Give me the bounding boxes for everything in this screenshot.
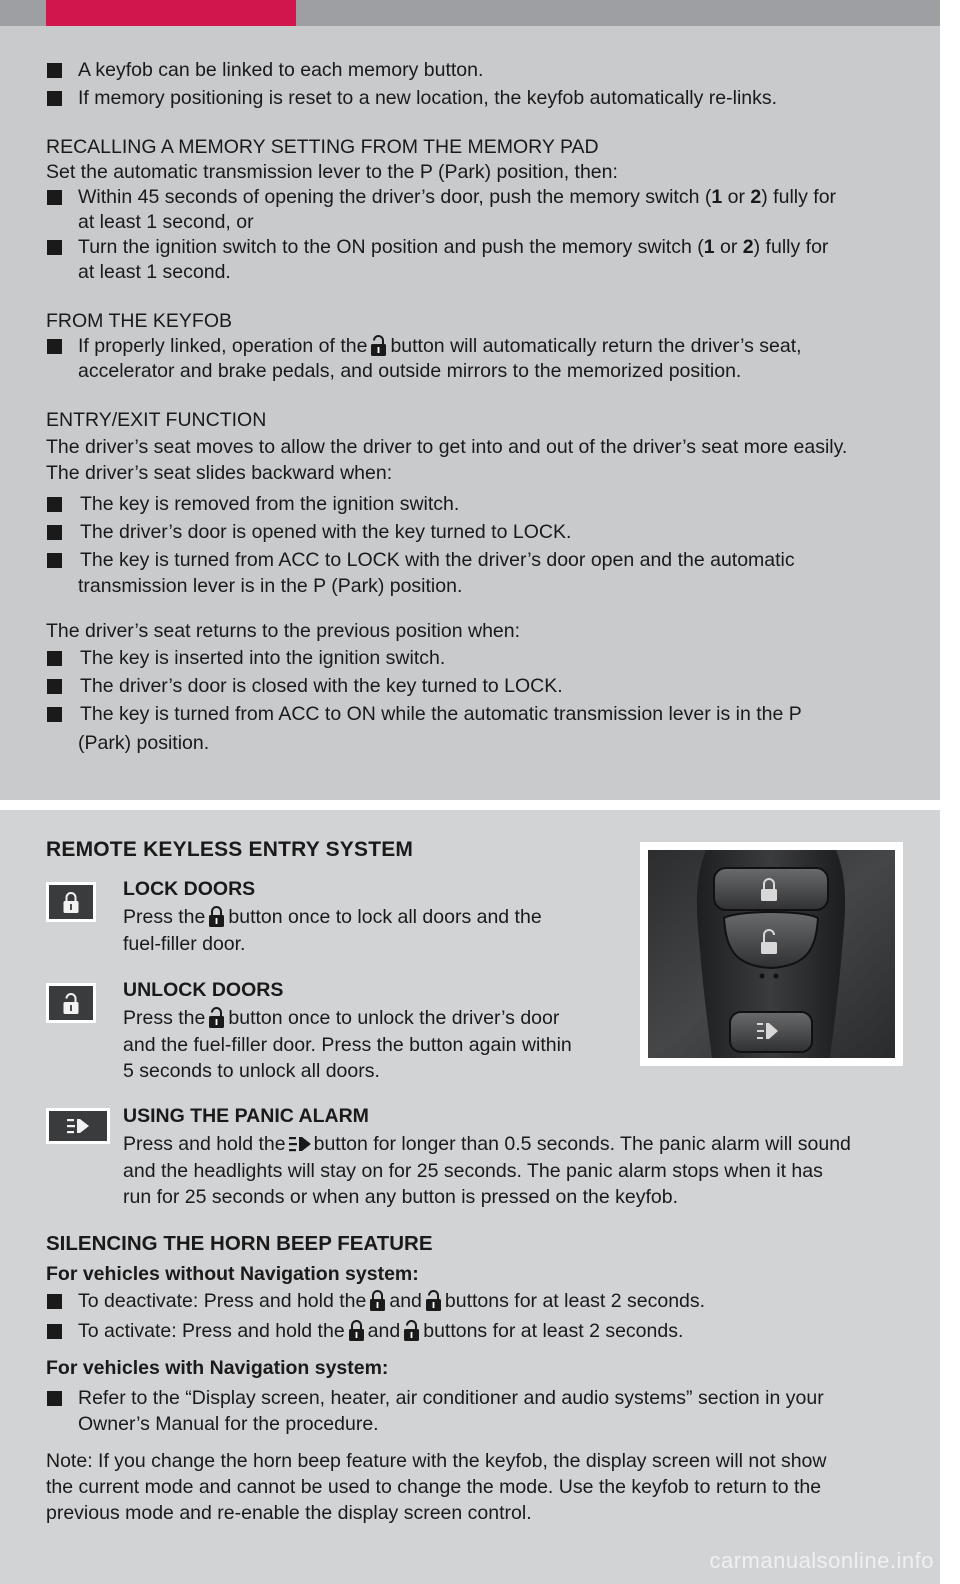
- lock-icon: [348, 1319, 365, 1341]
- bullet: [47, 190, 62, 205]
- bullet: [47, 91, 62, 106]
- unlock-icon: [370, 334, 387, 356]
- lock-icon: [46, 882, 96, 922]
- bullet: [47, 1294, 62, 1309]
- unlock-doors-line-2: and the fuel-filler door. Press the button again within: [123, 1034, 572, 1056]
- nav-bullet: Refer to the “Display screen, heater, air conditioner and audio systems” section in your: [78, 1387, 824, 1409]
- note-line-3: previous mode and re-enable the display screen control.: [46, 1502, 532, 1524]
- bullet: [47, 1391, 62, 1406]
- unlock-doors-line-3: 5 seconds to unlock all doors.: [123, 1060, 380, 1082]
- returns-bullet-2: The driver’s door is closed with the key turned to LOCK.: [80, 675, 563, 697]
- lock-button-tile: [46, 882, 96, 922]
- entry-exit-p3: The driver’s seat returns to the previous position when:: [46, 620, 521, 642]
- recall-bullet-1: Within 45 seconds of opening the driver’s door, push the memory switch (1 or 2) fully for: [78, 186, 837, 208]
- watermark: carmanualsonline.info: [709, 1548, 934, 1573]
- horn-beep-title: SILENCING THE HORN BEEP FEATURE: [46, 1232, 433, 1255]
- recall-bullet-2: Turn the ignition switch to the ON position and push the memory switch (1 or 2) fully for: [78, 236, 829, 258]
- deactivate-line: To deactivate: Press and hold the and buttons for at least 2 seconds.: [78, 1290, 706, 1312]
- keyfob-photo: [640, 842, 903, 1066]
- panic-button-tile: [46, 1108, 110, 1144]
- bullet: [47, 525, 62, 540]
- unlock-icon: [208, 1006, 225, 1028]
- nav-heading: For vehicles with Navigation system:: [46, 1357, 389, 1379]
- slides-bullet-3: The key is turned from ACC to LOCK with the driver’s door open and the automatic: [80, 549, 795, 571]
- accent-tab: [46, 0, 296, 26]
- unlock-button-tile: [46, 983, 96, 1023]
- lock-icon: [208, 905, 225, 927]
- recall-bullet-1-cont: at least 1 second, or: [78, 211, 254, 233]
- bullet: [47, 497, 62, 512]
- bullet: [47, 707, 62, 722]
- bullet: [47, 651, 62, 666]
- bullet: [47, 240, 62, 255]
- entry-exit-p1: The driver’s seat moves to allow the driver to get into and out of the driver’s seat more easily.: [46, 436, 848, 458]
- unlock-icon: [425, 1289, 442, 1311]
- no-nav-heading: For vehicles without Navigation system:: [46, 1263, 419, 1285]
- unlock-icon: [46, 983, 96, 1023]
- recall-heading: RECALLING A MEMORY SETTING FROM THE MEMORY PAD: [46, 136, 599, 158]
- unlock-icon: [403, 1319, 420, 1341]
- bullet: [47, 63, 62, 78]
- bullet: [47, 553, 62, 568]
- panic-alarm-line-2: and the headlights will stay on for 25 seconds. The panic alarm stops when it has: [123, 1160, 823, 1182]
- slides-bullet-3-cont: transmission lever is in the P (Park) position.: [78, 575, 463, 597]
- bullet: [47, 1324, 62, 1339]
- keyfob-heading: FROM THE KEYFOB: [46, 310, 232, 332]
- keyfob-bullet: If properly linked, operation of the button will automatically return the driver’s seat,: [78, 335, 802, 357]
- lock-doors-line-1: Press the button once to lock all doors and the: [123, 906, 542, 928]
- panic-icon: [288, 1134, 312, 1154]
- bullet: [47, 339, 62, 354]
- note-line-1: Note: If you change the horn beep feature with the keyfob, the display screen will not show: [46, 1450, 827, 1472]
- unlock-doors-title: UNLOCK DOORS: [123, 979, 284, 1001]
- memory-bullet-1: A keyfob can be linked to each memory button.: [78, 59, 484, 81]
- panic-alarm-line-1: Press and hold the button for longer than 0.5 seconds. The panic alarm will sound: [123, 1133, 851, 1155]
- panic-alarm-title: USING THE PANIC ALARM: [123, 1105, 369, 1127]
- entry-exit-heading: ENTRY/EXIT FUNCTION: [46, 409, 267, 431]
- keyfob-bullet-cont: accelerator and brake pedals, and outside mirrors to the memorized position.: [78, 360, 742, 382]
- returns-bullet-1: The key is inserted into the ignition switch.: [80, 647, 446, 669]
- returns-bullet-3: The key is turned from ACC to ON while the automatic transmission lever is in the P: [80, 703, 802, 725]
- memory-bullet-2: If memory positioning is reset to a new location, the keyfob automatically re-links.: [78, 87, 778, 109]
- slides-bullet-1: The key is removed from the ignition switch.: [80, 493, 460, 515]
- top-bar: [0, 0, 940, 26]
- note-line-2: the current mode and cannot be used to change the mode. Use the keyfob to return to the: [46, 1476, 822, 1498]
- recall-intro: Set the automatic transmission lever to the P (Park) position, then:: [46, 161, 618, 183]
- recall-bullet-2-cont: at least 1 second.: [78, 261, 231, 283]
- unlock-doors-line-1: Press the button once to unlock the driver’s door: [123, 1007, 560, 1029]
- nav-bullet-cont: Owner’s Manual for the procedure.: [78, 1413, 379, 1435]
- panic-icon: [46, 1108, 110, 1144]
- slides-bullet-2: The driver’s door is opened with the key turned to LOCK.: [80, 521, 572, 543]
- lock-icon: [369, 1289, 386, 1311]
- lock-doors-title: LOCK DOORS: [123, 878, 256, 900]
- bullet: [47, 679, 62, 694]
- panic-alarm-line-3: run for 25 seconds or when any button is pressed on the keyfob.: [123, 1186, 679, 1208]
- activate-line: To activate: Press and hold the and buttons for at least 2 seconds.: [78, 1320, 684, 1342]
- lock-doors-line-2: fuel-filler door.: [123, 933, 246, 955]
- entry-exit-p2: The driver’s seat slides backward when:: [46, 462, 393, 484]
- rke-title: REMOTE KEYLESS ENTRY SYSTEM: [46, 838, 414, 861]
- returns-bullet-3-cont: (Park) position.: [78, 732, 210, 754]
